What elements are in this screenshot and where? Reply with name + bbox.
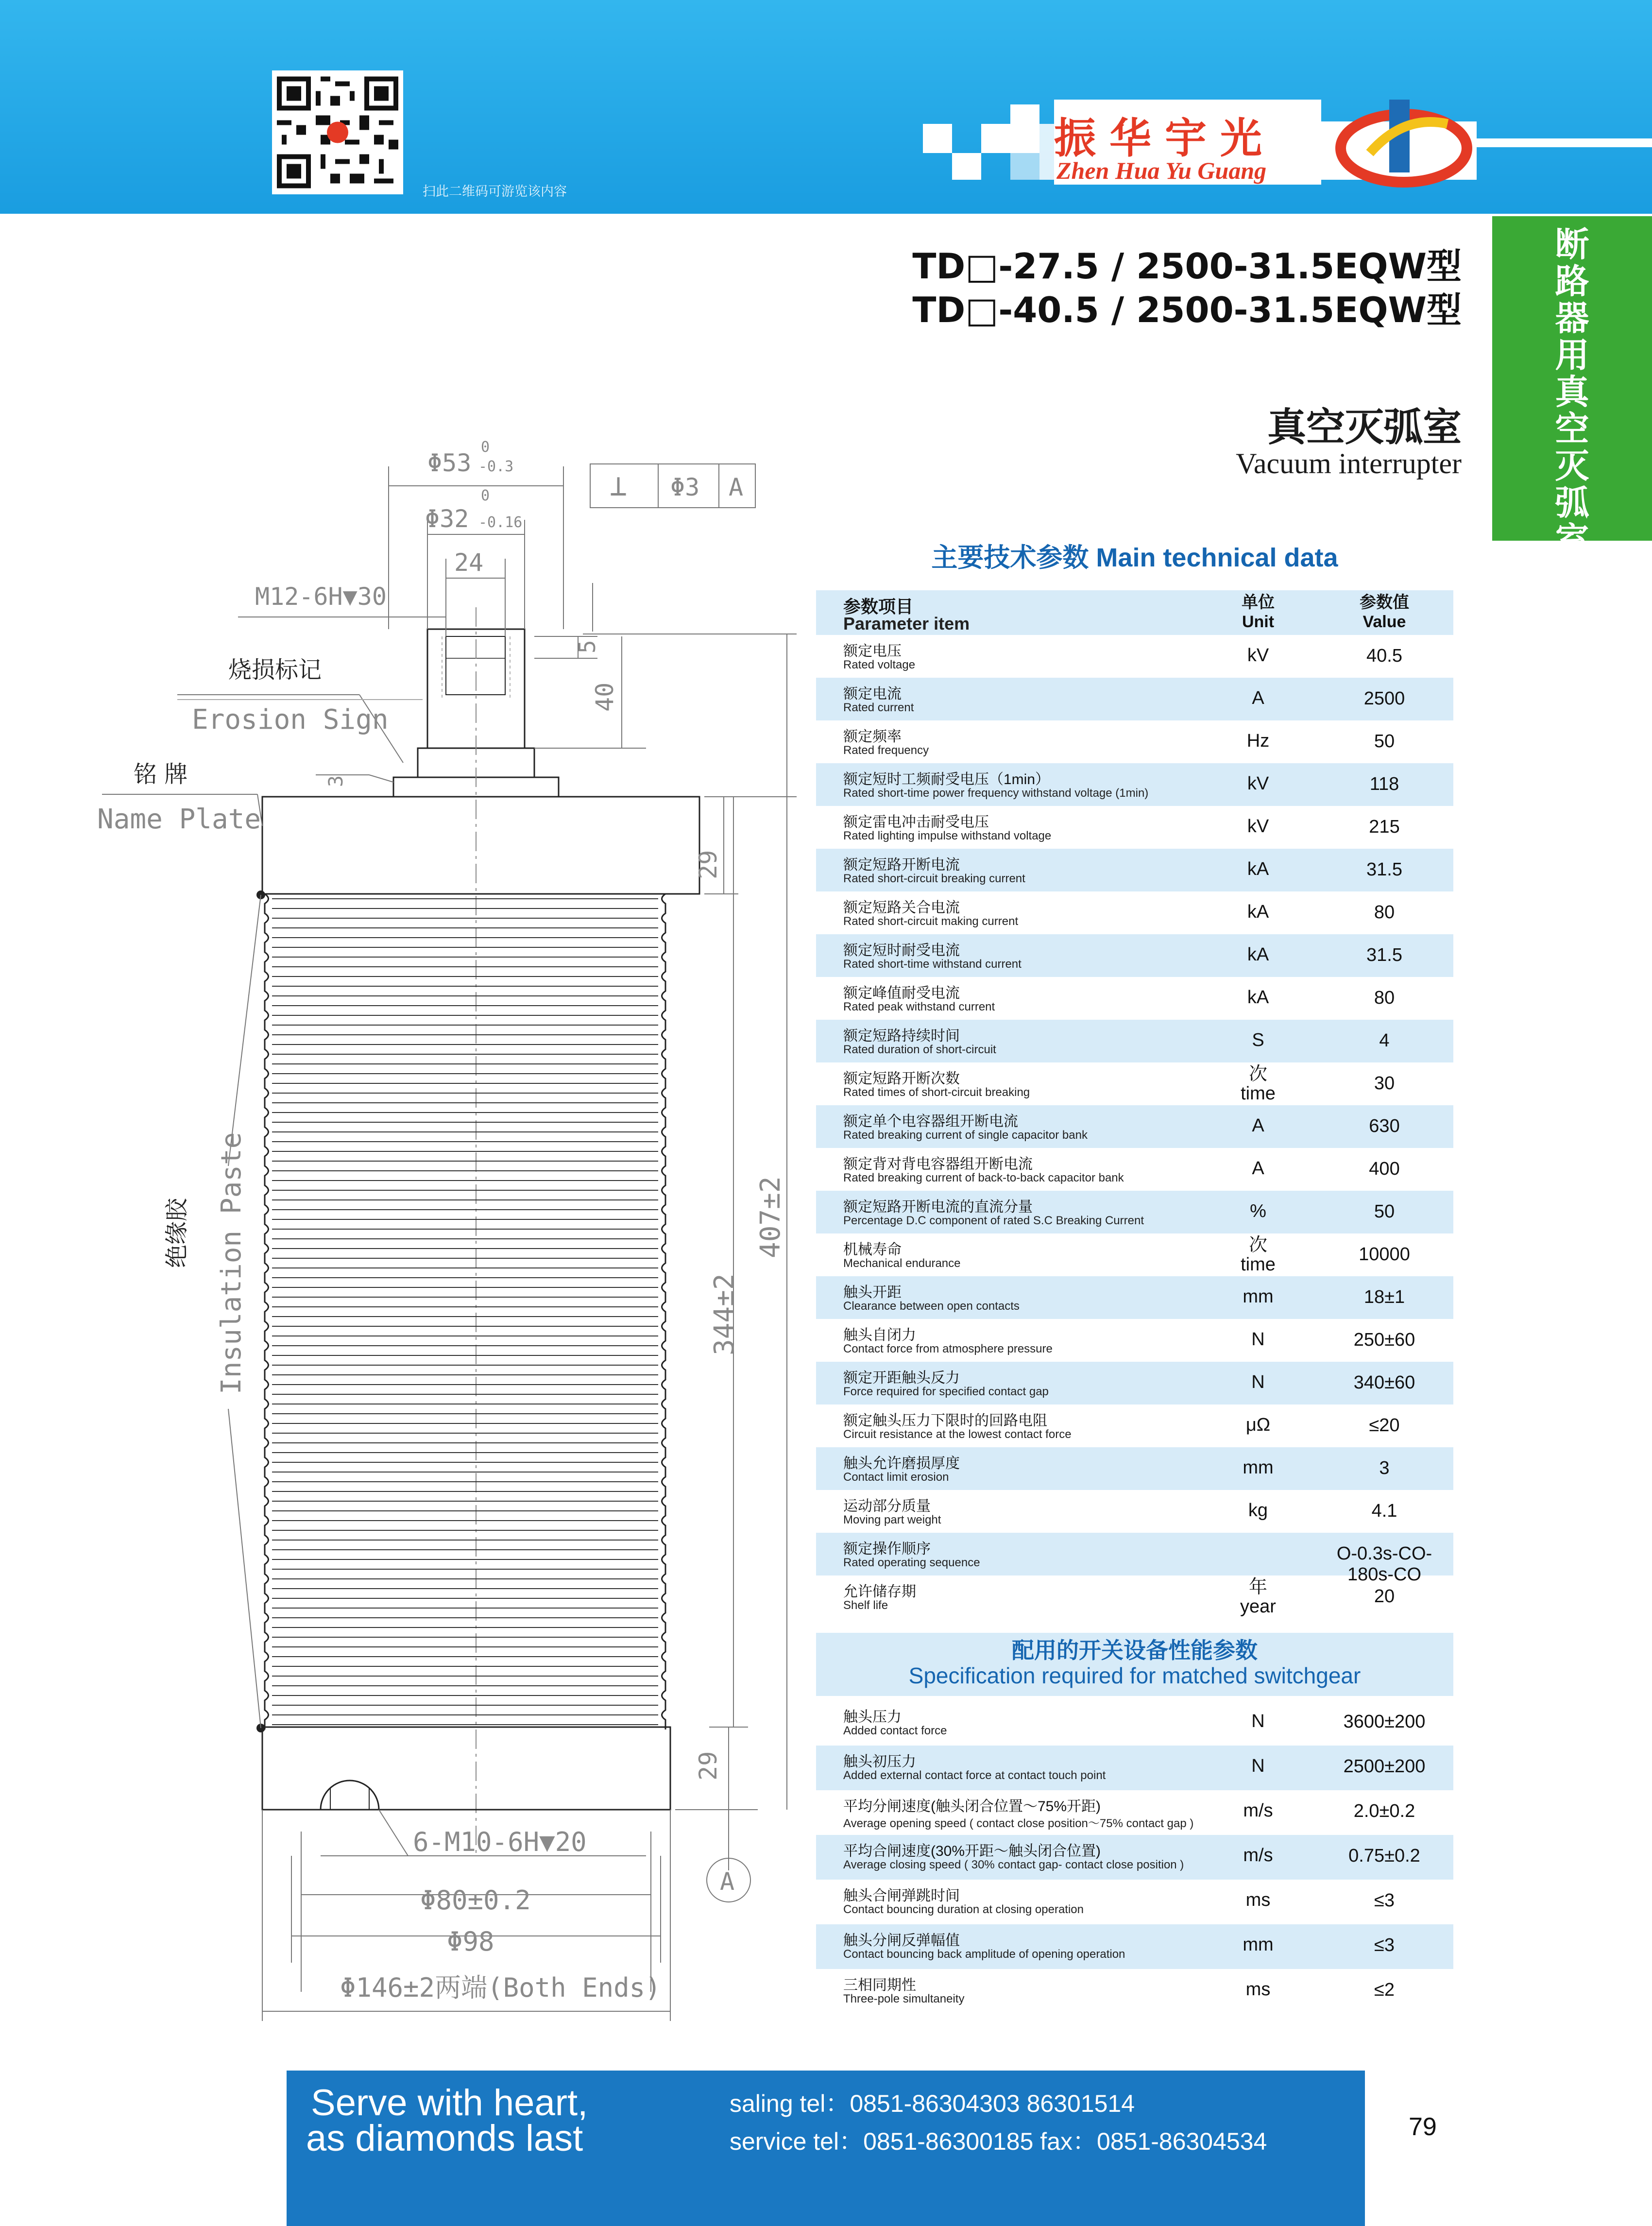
dim-29-bottom: 29 xyxy=(694,1751,722,1781)
param-en: Average closing speed ( 30% contact gap- contact close position ) xyxy=(843,1858,1184,1871)
side-tab-char: 室 xyxy=(1555,520,1589,560)
table-row xyxy=(816,849,1453,891)
deco-square xyxy=(981,124,1010,153)
unit: mm xyxy=(1243,1935,1274,1955)
param-cn: 额定频率 xyxy=(843,729,902,745)
switchgear-row xyxy=(816,1790,1453,1835)
param-en: Rated lighting impulse withstand voltage xyxy=(843,829,1052,842)
param-en: Rated peak withstand current xyxy=(843,1000,995,1013)
deco-square xyxy=(923,124,952,153)
insulation-paste-cn: 绝缘胶 xyxy=(163,1198,190,1268)
unit: 次 time xyxy=(1241,1064,1276,1104)
value: 50 xyxy=(1374,1201,1395,1222)
table-title: 主要技术参数 Main technical data xyxy=(931,543,1338,572)
dim-dia-53: Φ53 xyxy=(427,449,472,477)
param-en: Rated operating sequence xyxy=(843,1556,980,1569)
param-cn: 额定背对背电容器组开断电流 xyxy=(843,1156,1033,1172)
value: 630 xyxy=(1369,1116,1400,1136)
value: 20 xyxy=(1374,1586,1395,1607)
unit: mm xyxy=(1243,1286,1274,1307)
param-cn: 额定触头压力下限时的回路电阻 xyxy=(843,1413,1047,1429)
param-cn: 触头开距 xyxy=(843,1284,902,1301)
switchgear-title-cn: 配用的开关设备性能参数 xyxy=(1012,1638,1258,1663)
value: 400 xyxy=(1369,1159,1400,1179)
switchgear-row xyxy=(816,1969,1453,2014)
unit: kg xyxy=(1248,1500,1268,1521)
value: 3 xyxy=(1379,1458,1390,1478)
unit: 次 time xyxy=(1241,1235,1276,1275)
thread-top: M12-6H▼30 xyxy=(255,582,387,611)
table-row xyxy=(816,1191,1453,1233)
param-en: Contact force from atmosphere pressure xyxy=(843,1342,1053,1355)
unit: N xyxy=(1251,1372,1265,1392)
page-number: 79 xyxy=(1409,2113,1437,2141)
unit: A xyxy=(1252,1158,1264,1179)
switchgear-row xyxy=(816,1880,1453,1924)
value: ≤3 xyxy=(1374,1890,1395,1911)
logo-chinese: 振华宇光 xyxy=(1054,114,1276,163)
value: 80 xyxy=(1374,988,1395,1008)
table-row xyxy=(816,1362,1453,1404)
value: 2500±200 xyxy=(1343,1756,1426,1777)
dim-dia-32: Φ32 xyxy=(425,505,469,533)
param-cn: 平均合闸速度(30%开距～触头闭合位置) xyxy=(843,1843,1101,1859)
param-cn: 触头允许磨损厚度 xyxy=(843,1455,960,1472)
unit: mm xyxy=(1243,1457,1274,1478)
side-tab-char: 断 xyxy=(1555,224,1589,264)
qr-code[interactable] xyxy=(272,70,403,194)
param-cn: 额定短时工频耐受电压（1min） xyxy=(843,771,1050,788)
name-plate-cn: 铭 牌 xyxy=(134,761,188,788)
param-en: Rated voltage xyxy=(843,658,916,671)
param-cn: 触头初压力 xyxy=(843,1754,916,1770)
param-cn: 触头压力 xyxy=(843,1709,902,1725)
dim-5: 5 xyxy=(574,640,600,653)
param-en: Rated duration of short-circuit xyxy=(843,1043,996,1056)
dim-dia-53-tol-lo: -0.3 xyxy=(478,458,514,475)
dim-width-24: 24 xyxy=(454,548,484,577)
thread-bottom: 6-M10-6H▼20 xyxy=(413,1827,587,1857)
param-cn: 额定开距触头反力 xyxy=(843,1370,960,1386)
dim-dia-146: Φ146±2两端(Both Ends) xyxy=(340,1972,661,2003)
datum-a: A xyxy=(720,1867,735,1896)
header-unit-cn: 单位 xyxy=(1242,593,1275,612)
param-en: Rated current xyxy=(843,701,914,714)
switchgear-row xyxy=(816,1835,1453,1880)
dim-dia-98: Φ98 xyxy=(447,1926,494,1957)
unit: A xyxy=(1252,1115,1264,1136)
switchgear-row xyxy=(816,1924,1453,1969)
unit: % xyxy=(1250,1201,1266,1221)
side-tab-char: 器 xyxy=(1555,298,1589,338)
value: ≤2 xyxy=(1374,1980,1395,2000)
param-cn: 触头合闸弹跳时间 xyxy=(843,1888,960,1904)
value: 40.5 xyxy=(1366,646,1402,666)
param-en: Contact limit erosion xyxy=(843,1471,949,1484)
unit: kA xyxy=(1247,987,1269,1008)
value: 4.1 xyxy=(1371,1501,1397,1521)
param-cn: 机械寿命 xyxy=(843,1242,902,1258)
value: 80 xyxy=(1374,902,1395,923)
side-tab-char: 灭 xyxy=(1555,446,1589,486)
param-en: Rated frequency xyxy=(843,744,929,757)
param-cn: 允许储存期 xyxy=(843,1584,916,1600)
deco-square xyxy=(1010,153,1039,180)
product-title-en: Vacuum interrupter xyxy=(1236,447,1462,479)
dim-dia-32-tol-hi: 0 xyxy=(481,487,490,504)
param-en: Contact bouncing back amplitude of opening operation xyxy=(843,1948,1125,1961)
side-tab-char: 路 xyxy=(1555,261,1589,301)
table-row xyxy=(816,1276,1453,1319)
value: 215 xyxy=(1369,817,1400,837)
value: 31.5 xyxy=(1366,859,1402,880)
param-en: Rated breaking current of single capacitor bank xyxy=(843,1129,1088,1142)
category-side-tab-label xyxy=(1492,226,1652,558)
value: 2.0±0.2 xyxy=(1353,1801,1415,1821)
param-cn: 额定短路开断电流的直流分量 xyxy=(843,1199,1033,1215)
value: 31.5 xyxy=(1366,945,1402,965)
logo-english: Zhen Hua Yu Guang xyxy=(1056,157,1267,184)
table-row xyxy=(816,891,1453,934)
qr-caption: 扫此二维码可游览该内容 xyxy=(423,184,567,199)
value: ≤20 xyxy=(1369,1415,1400,1436)
header-value-cn: 参数值 xyxy=(1360,593,1409,612)
unit: Hz xyxy=(1246,731,1270,751)
param-en: Rated short-time withstand current xyxy=(843,958,1022,971)
param-cn: 额定短路开断次数 xyxy=(843,1071,960,1087)
param-en: Rated short-time power frequency withstand voltage (1min) xyxy=(843,787,1149,800)
tol-datum: A xyxy=(729,473,744,501)
table-row xyxy=(816,1404,1453,1447)
technical-drawing xyxy=(73,418,786,2036)
table-row xyxy=(816,934,1453,977)
param-en: Moving part weight xyxy=(843,1513,941,1526)
unit: N xyxy=(1251,1756,1265,1776)
param-en: Force required for specified contact gap xyxy=(843,1385,1049,1398)
value: 10000 xyxy=(1359,1244,1410,1265)
param-en: Rated short-circuit making current xyxy=(843,915,1019,928)
param-en: Rated times of short-circuit breaking xyxy=(843,1086,1030,1099)
unit: S xyxy=(1252,1030,1264,1050)
value: 250±60 xyxy=(1353,1330,1415,1350)
switchgear-section-header xyxy=(816,1633,1453,1696)
table-header-row xyxy=(816,590,1453,635)
header-line xyxy=(1477,138,1652,147)
value: 2500 xyxy=(1363,688,1405,709)
unit: kA xyxy=(1247,859,1269,879)
table-row xyxy=(816,1020,1453,1062)
header-unit-en: Unit xyxy=(1242,613,1275,631)
param-cn: 额定雷电冲击耐受电压 xyxy=(843,814,989,830)
table-row xyxy=(816,1490,1453,1533)
unit: kA xyxy=(1247,902,1269,922)
value: O-0.3s-CO-180s-CO xyxy=(1336,1543,1432,1585)
table-row xyxy=(816,1533,1453,1585)
name-plate-en: Name Plate xyxy=(97,804,261,835)
param-cn: 额定短路关合电流 xyxy=(843,900,960,916)
param-en: Rated short-circuit breaking current xyxy=(843,872,1025,885)
value: 4 xyxy=(1379,1030,1390,1051)
value: 30 xyxy=(1374,1073,1395,1094)
category-side-tab[interactable] xyxy=(1492,216,1652,560)
param-cn: 三相同期性 xyxy=(843,1977,916,1993)
slogan-line-1: Serve with heart, xyxy=(311,2082,588,2123)
deco-square xyxy=(1010,104,1039,153)
dim-29-top: 29 xyxy=(694,850,722,879)
unit: kA xyxy=(1247,944,1269,965)
param-cn: 额定操作顺序 xyxy=(843,1541,931,1557)
product-title-cn: 真空灭弧室 xyxy=(1267,405,1462,450)
table-row xyxy=(816,1575,1453,1618)
model-title-1: TD□-27.5 / 2500-31.5EQW型 xyxy=(912,246,1462,287)
param-cn: 额定短时耐受电流 xyxy=(843,942,960,959)
side-tab-char: 空 xyxy=(1555,409,1589,449)
param-cn: 额定单个电容器组开断电流 xyxy=(843,1113,1018,1130)
table-row xyxy=(816,635,1453,678)
value: 340±60 xyxy=(1353,1372,1415,1393)
dim-dia-32-tol-lo: -0.16 xyxy=(478,514,523,531)
param-en: Three-pole simultaneity xyxy=(843,1992,965,2005)
param-cn: 平均分闸速度(触头闭合位置～75%开距) xyxy=(843,1798,1101,1815)
param-cn: 额定短路持续时间 xyxy=(843,1028,960,1044)
unit: m/s xyxy=(1243,1800,1273,1821)
value: 3600±200 xyxy=(1343,1712,1426,1732)
unit: N xyxy=(1251,1711,1265,1731)
value: 50 xyxy=(1374,731,1395,752)
sales-phone[interactable]: saling tel：0851-86304303 86301514 xyxy=(730,2090,1135,2117)
table-row xyxy=(816,1319,1453,1362)
table-row xyxy=(816,678,1453,720)
param-cn: 额定峰值耐受电流 xyxy=(843,985,960,1001)
unit: 年 year xyxy=(1240,1577,1276,1617)
tol-perp-symbol: ⊥ xyxy=(610,469,628,503)
logo-mark-icon xyxy=(1336,95,1472,187)
slogan-line-2: as diamonds last xyxy=(306,2118,583,2159)
table-row xyxy=(816,1233,1453,1276)
deco-square xyxy=(952,153,981,180)
param-en: Shelf life xyxy=(843,1599,888,1612)
value: 0.75±0.2 xyxy=(1348,1846,1420,1866)
param-en: Percentage D.C component of rated S.C Breaking Current xyxy=(843,1214,1144,1227)
switchgear-row xyxy=(816,1746,1453,1790)
param-en: Contact bouncing duration at closing operation xyxy=(843,1903,1084,1916)
unit: kV xyxy=(1247,773,1269,794)
value: 18±1 xyxy=(1363,1287,1405,1307)
value: ≤3 xyxy=(1374,1935,1395,1955)
param-en: Circuit resistance at the lowest contact force xyxy=(843,1428,1072,1441)
switchgear-title-en: Specification required for matched switchgear xyxy=(908,1663,1361,1688)
header-param-cn: 参数项目 xyxy=(843,597,914,616)
header-param-en: Parameter item xyxy=(843,614,970,634)
table-row xyxy=(816,1148,1453,1191)
param-en: Added contact force xyxy=(843,1724,947,1737)
unit: m/s xyxy=(1243,1845,1273,1866)
param-en: Added external contact force at contact touch point xyxy=(843,1769,1106,1782)
unit: kV xyxy=(1247,645,1269,666)
erosion-sign-en: Erosion Sign xyxy=(192,704,389,736)
unit: kV xyxy=(1247,816,1269,837)
side-tab-char: 用 xyxy=(1555,335,1589,375)
table-row xyxy=(816,1447,1453,1490)
dim-3: 3 xyxy=(325,775,347,787)
table-row xyxy=(816,720,1453,763)
param-en: Average opening speed ( contact close position～75% contact gap ) xyxy=(843,1817,1194,1830)
param-cn: 额定短路开断电流 xyxy=(843,857,960,873)
dim-dia-80: Φ80±0.2 xyxy=(420,1885,531,1916)
table-row xyxy=(816,1062,1453,1105)
param-cn: 触头自闭力 xyxy=(843,1327,916,1343)
top-flange xyxy=(262,797,699,894)
header-value-en: Value xyxy=(1362,613,1406,631)
switchgear-row xyxy=(816,1701,1453,1746)
dim-344: 344±2 xyxy=(709,1273,740,1355)
insulation-paste-en: Insulation Paste xyxy=(216,1132,247,1394)
value: 118 xyxy=(1369,774,1399,794)
erosion-sign-cn: 烧损标记 xyxy=(228,656,322,684)
side-tab-char: 真 xyxy=(1555,372,1589,412)
param-en: Clearance between open contacts xyxy=(843,1300,1020,1313)
table-row xyxy=(816,977,1453,1020)
deco-square xyxy=(1039,124,1054,180)
unit: N xyxy=(1251,1329,1265,1350)
tol-value: Φ3 xyxy=(670,473,700,501)
table-row xyxy=(816,1105,1453,1148)
model-title-2: TD□-40.5 / 2500-31.5EQW型 xyxy=(912,290,1462,330)
unit: ms xyxy=(1245,1979,1271,2000)
unit: ms xyxy=(1245,1890,1271,1910)
service-phone[interactable]: service tel：0851-86300185 fax：0851-86304534 xyxy=(730,2128,1267,2155)
param-cn: 触头分闸反弹幅值 xyxy=(843,1933,960,1949)
table-row xyxy=(816,763,1453,806)
table-row xyxy=(816,806,1453,849)
param-en: Mechanical endurance xyxy=(843,1257,961,1270)
dim-40: 40 xyxy=(591,682,619,712)
side-tab-char: 弧 xyxy=(1555,483,1589,523)
param-cn: 运动部分质量 xyxy=(843,1498,931,1514)
dim-dia-53-tol-hi: 0 xyxy=(481,439,490,456)
param-en: Rated breaking current of back-to-back capacitor bank xyxy=(843,1171,1124,1184)
unit: A xyxy=(1252,688,1264,708)
param-cn: 额定电流 xyxy=(843,686,902,702)
dim-407: 407±2 xyxy=(755,1176,786,1258)
param-cn: 额定电压 xyxy=(843,643,902,659)
unit: μΩ xyxy=(1245,1415,1271,1435)
